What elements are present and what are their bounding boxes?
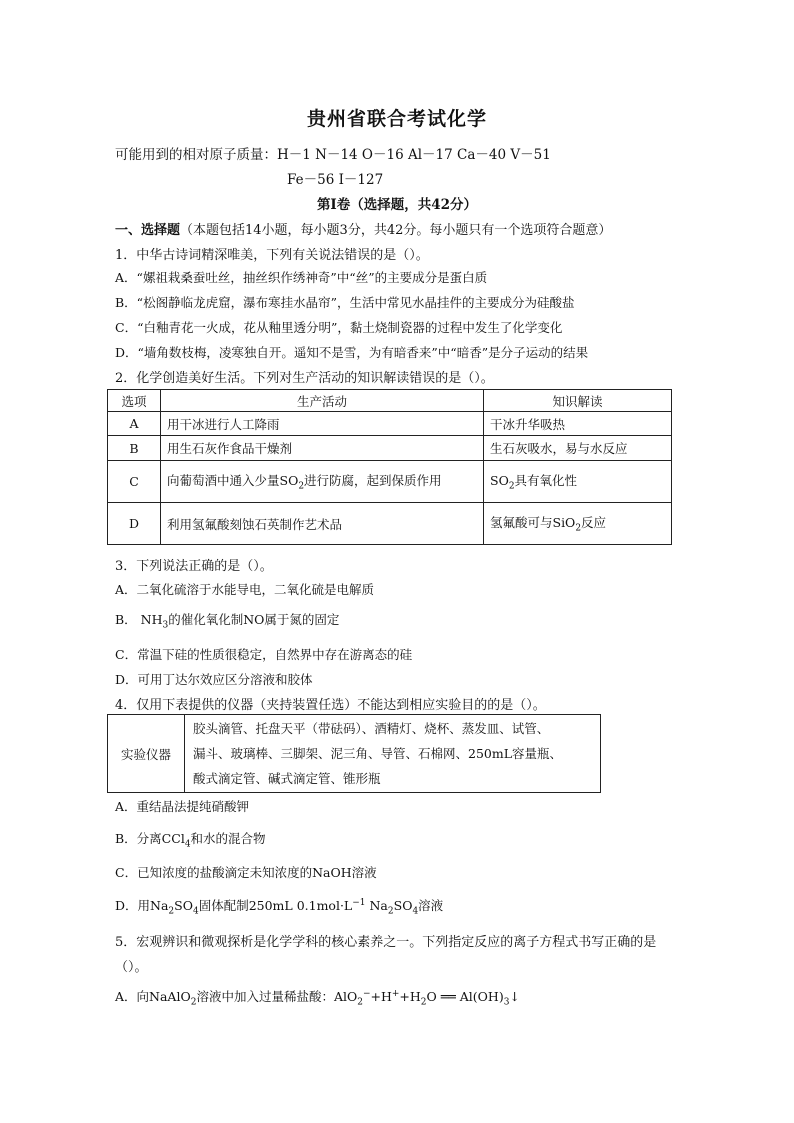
row-activity: 利用氢氟酸刻蚀石英制作艺术品 [161,503,484,545]
section-header [115,219,611,238]
row-knowledge: 生石灰吸水，易与水反应 [484,436,672,461]
text: 氢氟酸可与SiO [490,515,576,531]
text: A．向NaAlO [115,989,191,1004]
table-row [108,461,672,503]
text: B．分离CCl [115,831,185,846]
subscript: 3 [162,620,169,631]
q1-stem: 1．中华古诗词精深唯美，下列有关说法错误的是（）。 [115,248,429,263]
header-activity: 生产活动 [161,390,484,412]
row-option: A [108,412,161,436]
subscript: 4 [412,906,419,917]
atomic-mass-line1: 可能用到的相对原子质量：H－1 N－14 O－16 Al－17 Ca－40 V－51 [115,147,551,163]
text: O ══ Al(OH) [426,989,504,1004]
q3-option-a: A．二氧化硫溶于水能导电，二氧化硫是电解质 [115,582,375,597]
instrument-list [185,715,601,793]
text: 溶液中加入过量稀盐酸：AlO [196,989,358,1004]
subscript: 2 [420,997,427,1008]
superscript: − [362,988,371,999]
table-row [108,412,672,436]
row-option: D [108,503,161,545]
q3-stem: 3．下列说法正确的是（）。 [115,559,273,574]
instrument-label: 实验仪器 [108,715,185,793]
row-knowledge: 干冰升华吸热 [484,412,672,436]
row-knowledge [484,461,672,503]
text: SO [174,898,193,913]
q4-option-d [115,896,443,917]
row-activity [161,461,484,503]
q2-stem: 2．化学创造美好生活。下列对生产活动的知识解读错误的是（）。 [115,371,494,386]
instrument-line: 漏斗、玻璃棒、三脚架、泥三角、导管、石棉网、250mL容量瓶、 [193,746,563,761]
superscript: −1 [352,897,366,908]
q1-option-a: A．“嫘祖栽桑蚕吐丝，抽丝织作绣神奇”中“丝”的主要成分是蛋白质 [115,270,488,285]
row-activity: 用干冰进行人工降雨 [161,412,484,436]
text: 反应 [581,515,607,531]
text: Na [365,898,388,913]
table-row [108,715,601,793]
subscript: 4 [184,839,191,850]
header-option: 选项 [108,390,161,412]
instrument-line: 酸式滴定管、碱式滴定管、锥形瓶 [193,771,381,786]
text: 进行防腐，起到保质作用 [304,473,442,489]
text: +H [370,989,392,1004]
text: 具有氧化性 [514,473,578,489]
text: D．用Na [115,898,169,913]
q1-option-b: B．“松阁静临龙虎窟，瀑布寒挂水晶帘”，生活中常见水晶挂件的主要成分为硅酸盐 [115,295,575,310]
text: B． NH [115,612,163,627]
section-title: 一、选择题 [115,223,181,238]
subscript: 2 [298,481,305,492]
table-header-row [108,390,672,412]
row-knowledge [484,503,672,545]
text: 溶液 [418,898,444,913]
q3-option-b [115,610,339,631]
q3-option-d: D．可用丁达尔效应区分溶液和胶体 [115,672,313,687]
text: 的催化氧化制NO属于氮的固定 [168,612,340,627]
page-title: 贵州省联合考试化学 [306,108,487,130]
subscript: 2 [190,997,197,1008]
q4-option-b [115,829,266,850]
subscript: 2 [357,997,363,1008]
instrument-line: 胶头滴管、托盘天平（带砝码）、酒精灯、烧杯、蒸发皿、试管、 [193,721,550,736]
atomic-mass-line2: Fe－56 I－127 [287,172,384,188]
row-activity: 用生石灰作食品干燥剂 [161,436,484,461]
subscript: 2 [575,523,582,534]
q5-option-a [115,987,520,1008]
row-option: C [108,461,161,503]
subscript: 4 [192,906,199,917]
q2-table [107,389,672,545]
text: 和水的混合物 [190,831,266,846]
table-row [108,503,672,545]
q4-instrument-table [107,714,601,793]
text: SO [490,473,509,489]
q3-option-c: C．常温下硅的性质很稳定，自然界中存在游离态的硅 [115,647,413,662]
text: 固体配制250mL 0.1mol·L [198,898,353,913]
subscript: 3 [503,997,510,1008]
q4-option-c: C．已知浓度的盐酸滴定未知浓度的NaOH溶液 [115,865,377,880]
q4-option-a: A．重结晶法提纯硝酸钾 [115,799,250,814]
section-desc: （本题包括14小题，每小题3分，共42分。每小题只有一个选项符合题意） [180,223,612,238]
q5-stem-line2: （）。 [115,960,148,975]
text: ↓ [509,989,520,1004]
subscript: 2 [387,906,394,917]
header-knowledge: 知识解读 [484,390,672,412]
superscript: + [391,988,400,999]
q4-stem: 4．仅用下表提供的仪器（夹持装置任选）不能达到相应实验目的的是（）。 [115,698,546,713]
text: +H [399,989,421,1004]
text: 向葡萄酒中通入少量SO [167,473,299,489]
subscript: 2 [168,906,175,917]
q1-option-c: C．“白釉青花一火成，花从釉里透分明”，黏土烧制瓷器的过程中发生了化学变化 [115,320,563,335]
table-row [108,436,672,461]
q5-stem-line1: 5．宏观辨识和微观探析是化学学科的核心素养之一。下列指定反应的离子方程式书写正确的是 [115,935,657,950]
q1-option-d: D．“墙角数枝梅，凌寒独自开。遥知不是雪，为有暗香来”中“暗香”是分子运动的结果 [115,345,589,360]
row-option: B [108,436,161,461]
volume-title: 第Ⅰ卷（选择题，共42分） [316,197,478,213]
subscript: 2 [508,481,515,492]
text: SO [393,898,413,913]
